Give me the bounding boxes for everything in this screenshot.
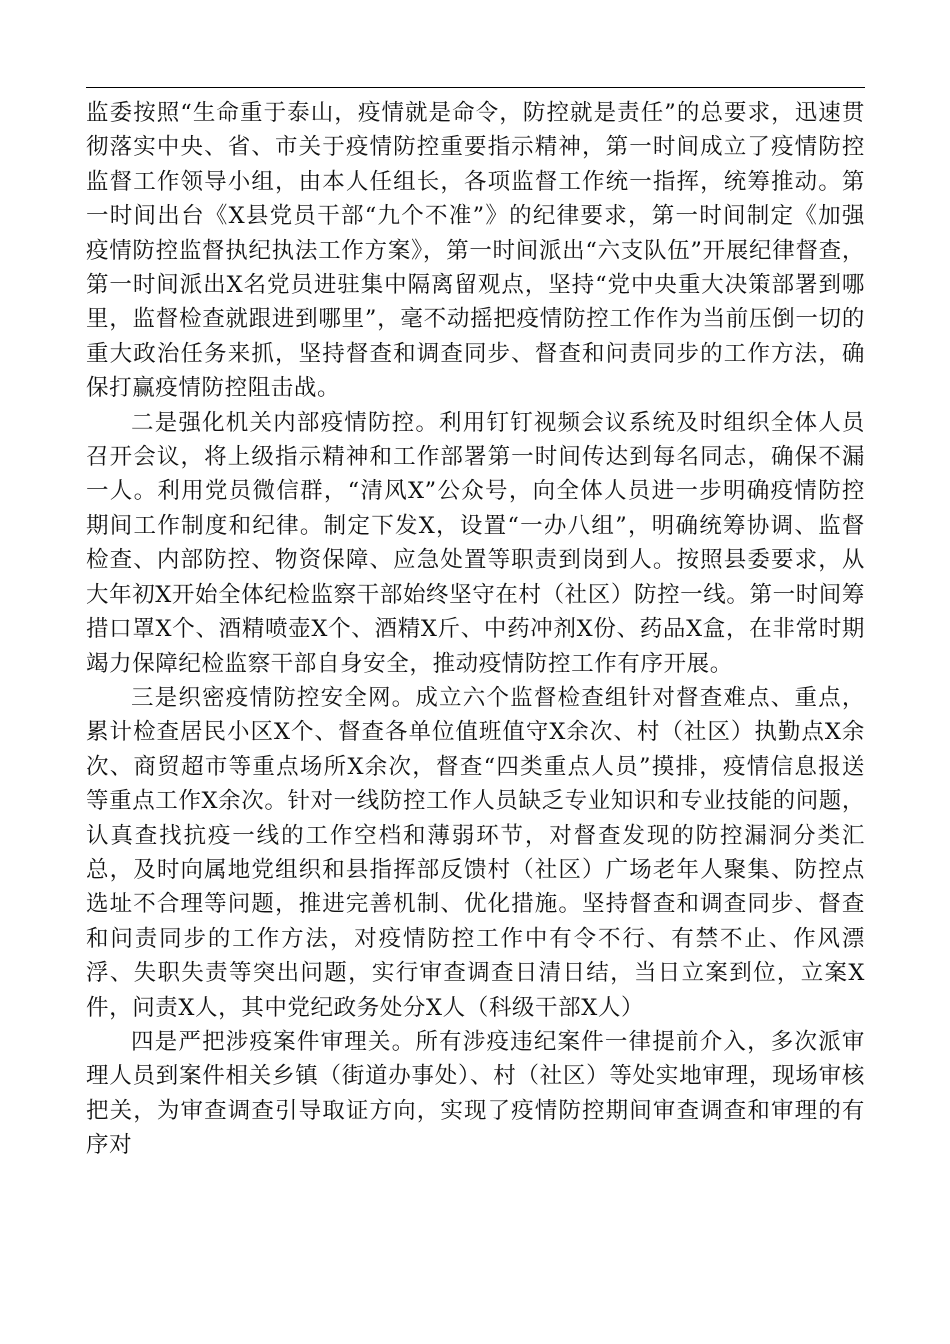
paragraph-1: 监委按照“生命重于泰山，疫情就是命令，防控就是责任”的总要求，迅速贯彻落实中央、省、市关于疫情防控重要指示精神，第一时间成立了疫情防控监督工作领导小组，由本人任组长，各项监督工作统一指挥，统筹推动。第一时间出台《X县党员干部“九个不准”》的纪律要求，第一时间制定《加强疫情防控监督执纪执法工作方案》，第一时间派出“六支队伍”开展纪律督查，第一时间派出X名党员进驻集中隔离留观点，坚持“党中央重大决策部署到哪里，监督检查就跟进到哪里”，毫不动摇把疫情防控工作作为当前压倒一切的重大政治任务来抓，坚持督查和调查同步、督查和问责同步的工作方法，确保打赢疫情防控阻击战。 — [86, 100, 865, 402]
document-body — [86, 96, 865, 1163]
paragraph-4: 四是严把涉疫案件审理关。所有涉疫违纪案件一律提前介入，多次派审理人员到案件相关乡镇（街道办事处）、村（社区）等处实地审理，现场审核把关，为审查调查引导取证方向，实现了疫情防控期间审查调查和审理的有序对 — [86, 1028, 865, 1159]
paragraph-2: 二是强化机关内部疫情防控。利用钉钉视频会议系统及时组织全体人员召开会议，将上级指示精神和工作部署第一时间传达到每名同志，确保不漏一人。利用党员微信群，“清风X”公众号，向全体人员进一步明确疫情防控期间工作制度和纪律。制定下发X，设置“一办八组”，明确统筹协调、监督检查、内部防控、物资保障、应急处置等职责到岗到人。按照县委要求，从大年初X开始全体纪检监察干部始终坚守在村（社区）防控一线。第一时间筹措口罩X个、酒精喷壶X个、酒精X斤、中药冲剂X份、药品X盒，在非常时期竭力保障纪检监察干部自身安全，推动疫情防控工作有序开展。 — [86, 409, 865, 677]
header-rule — [86, 87, 865, 88]
paragraph-3: 三是织密疫情防控安全网。成立六个监督检查组针对督查难点、重点，累计检查居民小区X个、督查各单位值班值守X余次、村（社区）执勤点X余次、商贸超市等重点场所X余次，督查“四类重点人员”摸排，疫情信息报送等重点工作X余次。针对一线防控工作人员缺乏专业知识和专业技能的问题，认真查找抗疫一线的工作空档和薄弱环节，对督查发现的防控漏洞分类汇总，及时向属地党组织和县指挥部反馈村（社区）广场老年人聚集、防控点选址不合理等问题，推进完善机制、优化措施。坚持督查和调查同步、督查和问责同步的工作方法，对疫情防控工作中有令不行、有禁不止、作风漂浮、失职失责等突出问题，实行审查调查日清日结，当日立案到位，立案X件，问责X人，其中党纪政务处分X人（科级干部X人） — [86, 684, 865, 1021]
